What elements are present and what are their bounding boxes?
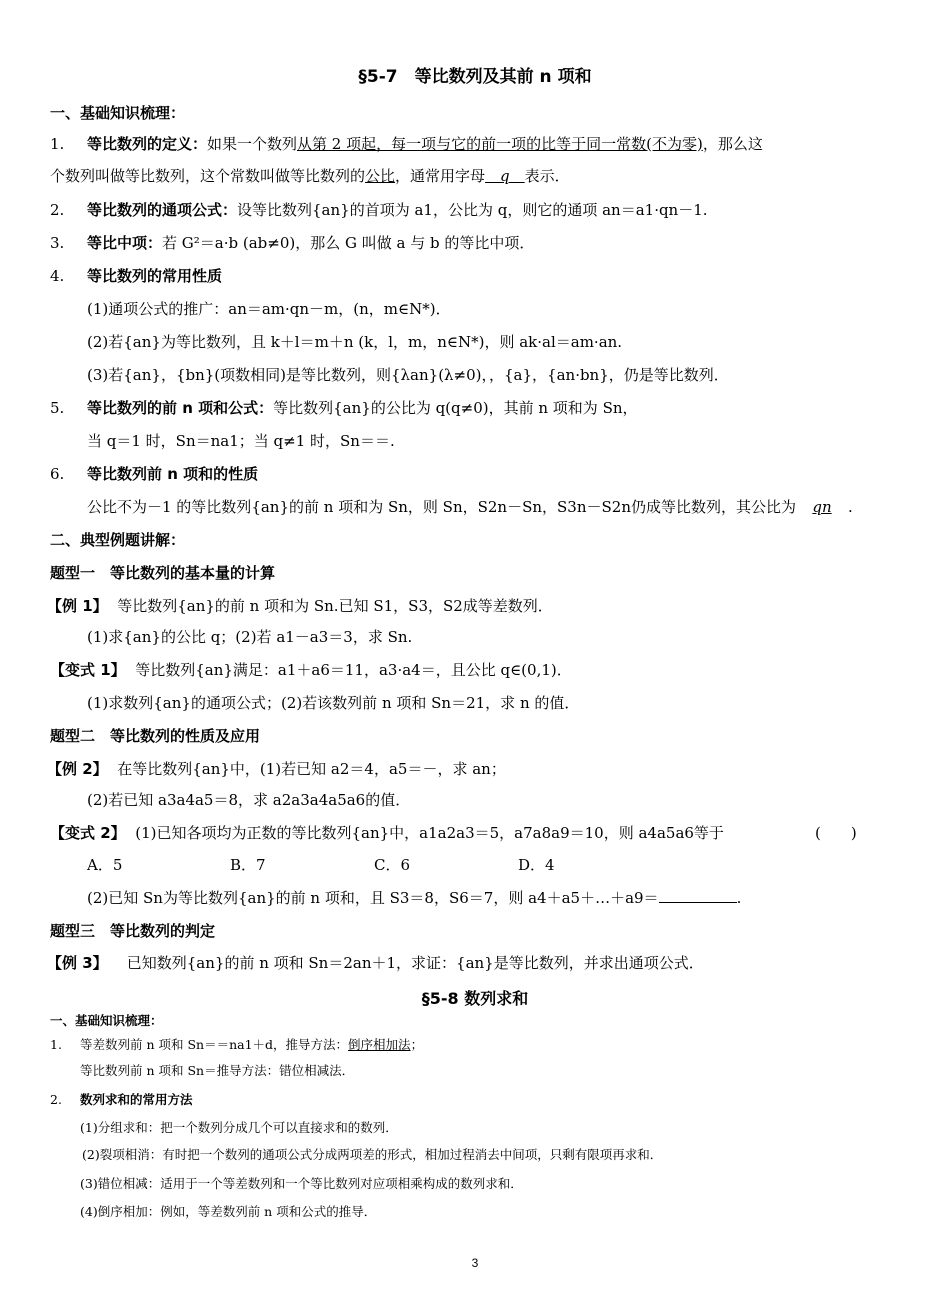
property-3: (3)若{an}，{bn}(项数相同)是等比数列，则{λan}(λ≠0)，，{a}，{an·bn}，仍是等比数列． [87, 366, 729, 384]
definition-underlined-2: (不为零) [646, 135, 703, 153]
variant-1 [50, 660, 572, 680]
definition-text-end: ，那么这 [702, 135, 763, 153]
item-number: 2. [50, 201, 65, 219]
geometric-mean-text: 若 G²＝a·b (ab≠0)，那么 G 叫做 a 与 b 的等比中项． [162, 234, 535, 252]
definition-text: 如果一个数列 [207, 135, 298, 153]
method-3: (3)错位相减：适用于一个等差数列和一个等比数列对应项相乘构成的数列求和． [80, 1176, 523, 1191]
item-label: 数列求和的常用方法 [80, 1092, 193, 1107]
property-1: (1)通项公式的推广：an＝am·qn－m，(n，m∈N*)． [87, 300, 451, 318]
item-number: 1. [50, 135, 65, 153]
section-title-5-8: §5-8 数列求和 [421, 989, 529, 1008]
definition-line-2 [50, 166, 570, 186]
method-1: (1)分组求和：把一个数列分成几个可以直接求和的数列． [80, 1120, 398, 1135]
examples-heading: 二、典型例题讲解： [50, 531, 186, 549]
item-number: 4. [50, 267, 65, 285]
sum-property-body: 公比不为－1 的等比数列{an}的前 n 项和为 Sn，则 Sn，S2n－Sn，S3n－S2n仍成等比数列，其公比为 [87, 498, 796, 516]
example-text: 等比数列{an}的前 n 项和为 Sn.已知 S1，S3，S2成等差数列． [117, 597, 553, 615]
sum-formula-line [50, 398, 638, 418]
arith-sum-text: 等差数列前 n 项和 Sn＝＝na1＋d，推导方法： [80, 1037, 349, 1052]
definition-text: ，通常用字母 [395, 167, 486, 185]
option-b: B．7 [230, 856, 266, 874]
variant-text: 等比数列{an}满足：a1＋a6＝11，a3·a4＝，且公比 q∈(0,1)． [135, 661, 572, 679]
page-number: 3 [471, 1256, 479, 1270]
example-3 [47, 953, 704, 973]
example-tag: 【例 2】 [47, 760, 108, 778]
item-number: 2. [50, 1092, 62, 1107]
geo-sum-line: 等比数列前 n 项和 Sn＝推导方法：错位相减法． [80, 1063, 355, 1078]
variant-tag: 【变式 2】 [50, 824, 126, 842]
period: . [848, 498, 853, 516]
method-2: (2)裂项相消：有时把一个数列的通项公式分成两项差的形式，相加过程消去中间项，只剩有限项再求和． [82, 1147, 663, 1162]
example-tag: 【例 1】 [47, 597, 108, 615]
question-text: (2)已知 Sn为等比数列{an}的前 n 项和，且 S3＝8，S6＝7，则 a4＋a5＋…＋a9＝ [87, 889, 659, 907]
item-label: 等比数列前 n 项和的性质 [87, 465, 259, 483]
ratio-letter-blank: q [485, 167, 525, 185]
option-a: A．5 [87, 856, 123, 874]
methods-heading [50, 1091, 193, 1109]
sum-formula-text: 等比数列{an}的公比为 q(q≠0)，其前 n 项和为 Sn， [273, 399, 638, 417]
arith-sum-line [50, 1036, 423, 1054]
definition-underlined: 从第 2 项起，每一项与它的前一项的比等于同一常数 [297, 135, 647, 153]
basics-heading-2: 一、基础知识梳理： [50, 1013, 163, 1028]
example-2-question-2: (2)若已知 a3a4a5＝8，求 a2a3a4a5a6的值． [87, 791, 411, 809]
period: . [736, 889, 742, 907]
item-label: 等比数列的前 n 项和公式： [87, 399, 274, 417]
item-number: 6. [50, 465, 65, 483]
answer-paren: ( ) [815, 824, 857, 842]
semicolon: ； [410, 1037, 424, 1052]
basics-heading: 一、基础知识梳理： [50, 104, 186, 122]
example-tag: 【例 3】 [47, 954, 108, 972]
sum-formula-cases: 当 q＝1 时，Sn＝na1；当 q≠1 时，Sn＝＝. [87, 432, 395, 450]
ratio-blank: qn [812, 498, 832, 516]
definition-line-1 [50, 134, 763, 154]
definition-text-end: 表示． [524, 167, 570, 185]
type-2-heading: 题型二 等比数列的性质及应用 [50, 727, 261, 745]
ratio-term: 公比 [365, 167, 396, 185]
definition-text: 个数列叫做等比数列，这个常数叫做等比数列的 [50, 167, 366, 185]
item-label: 等比数列的常用性质 [87, 267, 223, 285]
method-underlined: 倒序相加法 [348, 1037, 411, 1052]
section-title-5-7: §5-7 等比数列及其前 n 项和 [358, 67, 592, 87]
option-c: C．6 [374, 856, 411, 874]
variant-2-question-2 [87, 888, 741, 908]
variant-1-questions: (1)求数列{an}的通项公式；(2)若该数列前 n 项和 Sn＝21，求 n 的值． [87, 694, 580, 712]
variant-text: (1)已知各项均为正数的等比数列{an}中，a1a2a3＝5，a7a8a9＝10，则 a4a5a6等于 [135, 824, 724, 842]
sum-properties-heading [50, 464, 258, 484]
item-label: 等比数列的定义： [87, 135, 208, 153]
method-4: (4)倒序相加：例如，等差数列前 n 项和公式的推导． [80, 1204, 377, 1219]
general-term-text: 设等比数列{an}的首项为 a1，公比为 q，则它的通项 an＝a1·qn－1. [237, 201, 708, 219]
property-2: (2)若{an}为等比数列，且 k＋l＝m＋n (k，l，m，n∈N*)，则 ak·al＝am·an. [87, 333, 623, 351]
item-number: 3. [50, 234, 65, 252]
type-3-heading: 题型三 等比数列的判定 [50, 922, 216, 940]
properties-heading [50, 266, 222, 286]
item-label: 等比中项： [87, 234, 163, 252]
example-2 [47, 759, 506, 779]
example-1 [47, 596, 553, 616]
variant-tag: 【变式 1】 [50, 661, 126, 679]
item-number: 1. [50, 1037, 62, 1052]
example-text: 已知数列{an}的前 n 项和 Sn＝2an＋1，求证：{an}是等比数列，并求出通项公式． [126, 954, 704, 972]
variant-2 [50, 823, 724, 843]
item-label: 等比数列的通项公式： [87, 201, 238, 219]
option-d: D．4 [518, 856, 555, 874]
general-term-line [50, 200, 708, 220]
example-text: 在等比数列{an}中，(1)若已知 a2＝4，a5＝－，求 an； [117, 760, 506, 778]
item-number: 5. [50, 399, 65, 417]
answer-blank [659, 888, 737, 903]
type-1-heading: 题型一 等比数列的基本量的计算 [50, 564, 276, 582]
example-1-questions: (1)求{an}的公比 q；(2)若 a1－a3＝3，求 Sn. [87, 628, 413, 646]
sum-property-text [87, 497, 853, 517]
geometric-mean-line [50, 233, 534, 253]
